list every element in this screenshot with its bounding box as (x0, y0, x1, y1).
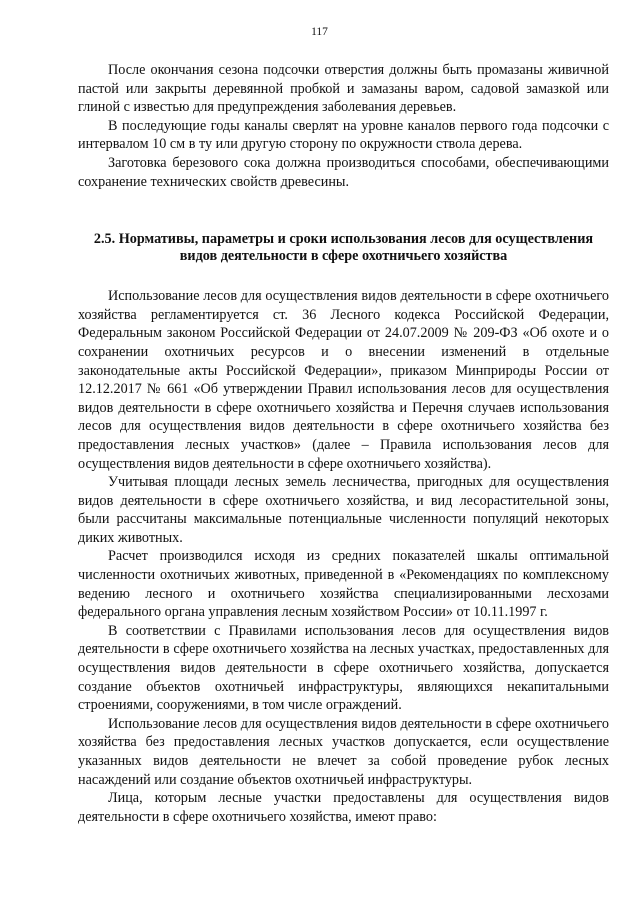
paragraph: Использование лесов для осуществления видов деятельности в сфере охотничьего хозяйства регламентируется ст. 36 Лесного кодекса Российской Федерации, Федеральным законом Российской Федерации от 24.07.2009 № 209-ФЗ «Об охоте и о сохранении охотничьих ресурсов и о внесении изменений в отдельные законодательные акты Российской Федерации», приказом Минприроды России от 12.12.2017 № 661 «Об утверждении Правил использования лесов для осуществления видов деятельности в сфере охотничьего хозяйства и Перечня случаев использования лесов для осуществления видов деятельности в сфере охотничьего хозяйства без предоставления лесных участков» (далее – Правила использования лесов для осуществления видов деятельности в сфере охотничьего хозяйства). (78, 288, 609, 472)
paragraph: В соответствии с Правилами использования лесов для осуществления видов деятельности в сфере охотничьего хозяйства на лесных участках, предоставленных для осуществления видов деятельности в сфере охотничьего хозяйства, допускается создание объектов охотничьей инфраструктуры, являющихся некапитальными строениями, сооружениями, в том числе ограждений. (78, 622, 609, 714)
paragraph: В последующие годы каналы сверлят на уровне каналов первого года подсочки с интервалом 10 см в ту или другую сторону по окружности ствола дерева. (78, 117, 609, 153)
paragraph: Расчет производился исходя из средних показателей шкалы оптимальной численности охотничьих животных, приведенной в «Рекомендациях по комплексному ведению лесного и охотничьего хозяйства специализированными лесхозами федерального органа управления лесным хозяйством России» от 10.11.1997 г. (78, 548, 609, 621)
paragraph: Использование лесов для осуществления видов деятельности в сфере охотничьего хозяйства без предоставления лесных участков допускается, если осуществление указанных видов деятельности не влечет за собой проведение рубок лесных насаждений или создание объектов охотничьей инфраструктуры. (78, 715, 609, 788)
section-heading: 2.5. Нормативы, параметры и сроки использования лесов для осуществления видов деятельности в сфере охотничьего хозяйства (93, 231, 594, 265)
page-body (78, 61, 609, 826)
paragraph: Лица, которым лесные участки предоставлены для осуществления видов деятельности в сфере охотничьего хозяйства, имеют право: (78, 790, 609, 825)
paragraph: После окончания сезона подсочки отверстия должны быть промазаны живичной пастой или закрыты деревянной пробкой и замазаны варом, садовой замазкой или глиной с известью для предупреждения заболевания деревьев. (78, 62, 609, 116)
page-number: 117 (311, 26, 328, 38)
paragraph: Учитывая площади лесных земель лесничества, пригодных для осуществления видов деятельности в сфере охотничьего хозяйства, и вид лесорастительной зоны, были рассчитаны максимальные потенциальные численности популяций некоторых диких животных. (78, 474, 609, 546)
paragraph: Заготовка березового сока должна производиться способами, обеспечивающими сохранение технических свойств древесины. (78, 154, 609, 190)
